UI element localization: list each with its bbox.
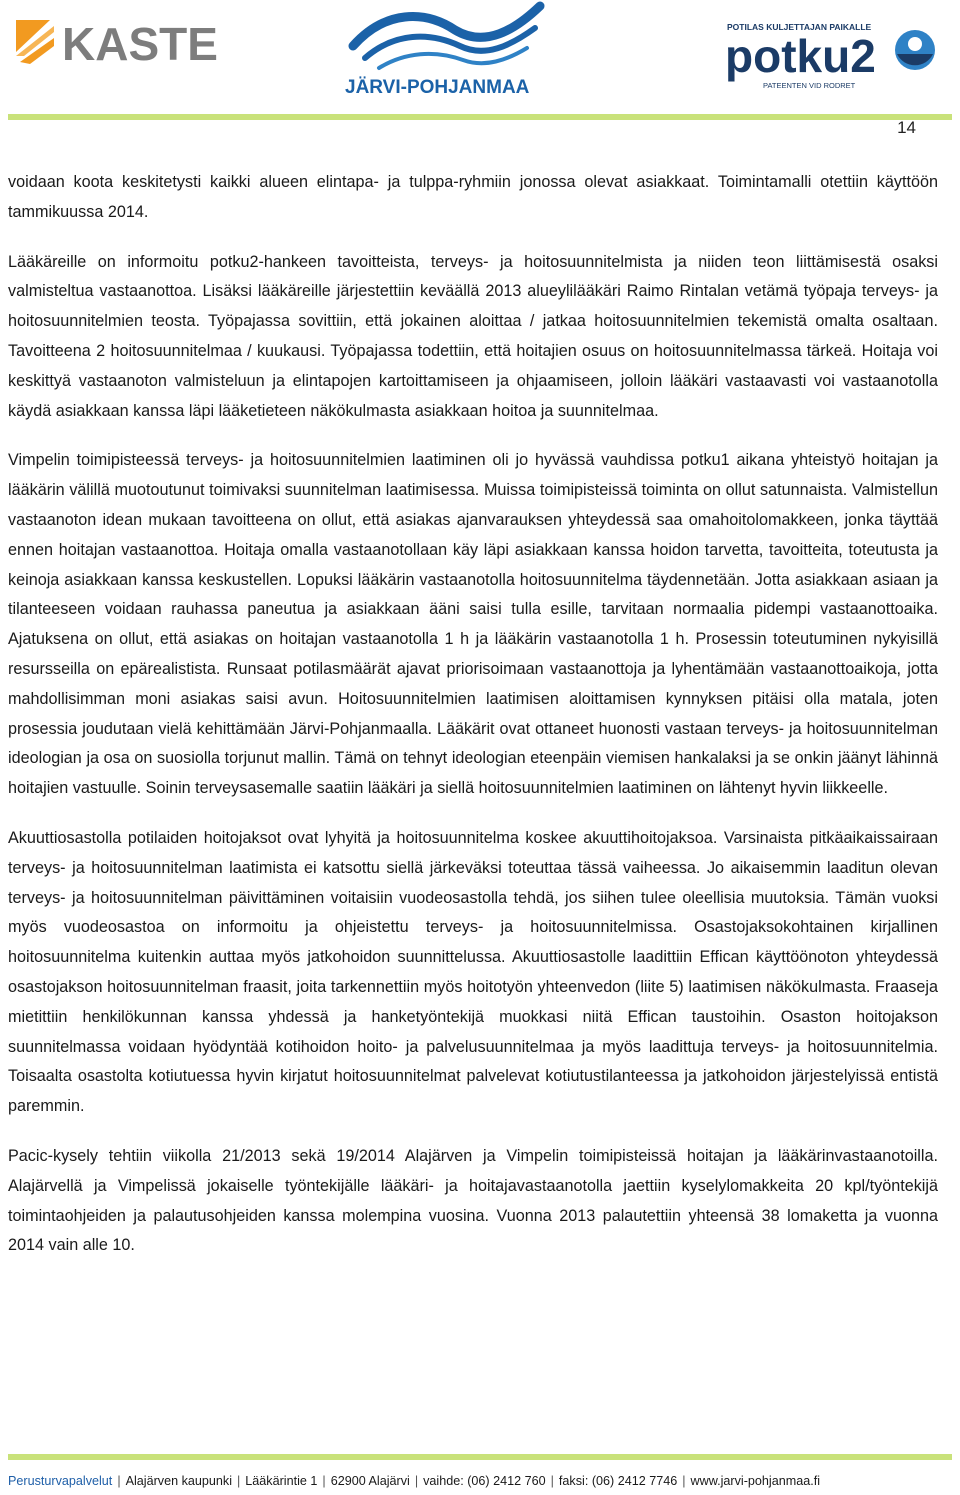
potku2-wordmark: potku2 bbox=[725, 30, 876, 82]
wave-icon bbox=[353, 6, 540, 68]
page-footer bbox=[8, 1474, 952, 1488]
footer-org: Perusturvapalvelut bbox=[8, 1474, 113, 1488]
paragraph: Pacic-kysely tehtiin viikolla 21/2013 sekä 19/2014 Alajärven ja Vimpelin toimipisteissä hoitajan ja lääkärinvastaanotoilla. Alajärvellä ja Vimpelissä jokaiselle työntekijälle lääkäri- ja hoitajavastaanotolla jaettiin kyselylomakkeita 20 kpl/työntekijä toimintaohjeiden ja palautusohjeiden kanssa molempina vuosina. Vuonna 2013 palautettiin yhteensä 38 lomaketta ja vuonna 2014 vain alle 10. bbox=[8, 1146, 938, 1255]
footer-separator: | bbox=[237, 1474, 241, 1488]
header-rule bbox=[8, 114, 952, 120]
potku2-logo bbox=[725, 20, 940, 95]
page-header bbox=[0, 0, 960, 110]
kaste-logo-mark-icon bbox=[16, 20, 54, 64]
document-body bbox=[8, 168, 938, 1281]
footer-website-link[interactable]: www.jarvi-pohjanmaa.fi bbox=[690, 1474, 821, 1488]
footer-item: faksi: (06) 2412 7746 bbox=[558, 1474, 678, 1488]
potku2-tagline-bottom: PATEENTEN VID RODRET bbox=[763, 81, 856, 90]
footer-separator: | bbox=[117, 1474, 121, 1488]
footer-item: vaihde: (06) 2412 760 bbox=[423, 1474, 546, 1488]
footer-separator: | bbox=[414, 1474, 419, 1488]
footer-item: Lääkärintie 1 bbox=[245, 1474, 318, 1488]
footer-item: Alajärven kaupunki bbox=[125, 1474, 233, 1488]
circle-mark-icon bbox=[895, 30, 935, 70]
kaste-logo bbox=[10, 12, 250, 74]
jarvi-pohjanmaa-text: JÄRVI-POHJANMAA bbox=[345, 77, 530, 98]
kaste-logo-text: KASTE bbox=[62, 18, 218, 70]
paragraph: Vimpelin toimipisteessä terveys- ja hoitosuunnitelmien laatiminen oli jo hyvässä vauhdissa potku1 aikana yhteistyö hoitajan ja lääkärin välillä muotoutunut toimivaksi suunnitelman laatimisessa. Muissa toimipisteissä toiminta on ollut satunnaista. Valmistellun vastaanoton idean mukaan tavoitteena on ollut, että asiakas ajanvarauksen yhteydessä saa omahoitolomakkeen, jonka täyttää ennen hoitajan vastaanottoa. Hoitaja omalla vastaanotollaan käy läpi asiakkaan kanssa hoidon tarvetta, tavoitteita, toteutusta ja keinoja asiakkaan kanssa keskustellen. Lopuksi lääkärin vastaanotolla hoitosuunnitelma täydennetään. Jotta asiakkaan asiaan ja tilanteeseen voidaan rauhassa paneutua ja asiakkaan ääni saisi tulla esille, tarvitaan normaalia pidempi vastaanottoaika. Ajatuksena on ollut, että asiakas on hoitajan vastaanotolla 1 h ja lääkärin vastaanotolla 1 h. Prosessin toteutuminen nykyisillä resursseilla on epärealistista. Runsaat potilasmäärät ajavat priorisoimaan vastaanottoja ja lyhentämään vastaanottoaikoja, jotta mahdollisimman moni asiakas saisi avun. Hoitosuunnitelmien laatimisen aloittamisen kynnyksen pitäisi olla matala, joten prosessia joudutaan vielä kehittämään Järvi-Pohjanmaalla. Lääkärit ovat ottaneet huonosti vastaan terveys- ja hoitosuunnitelman ideologian ja osa on suosiolla torjunut mallin. Tämä on tehnyt ideologian eteenpäin viemisen hankalaksi ja se onkin jäänyt lähinnä hoitajien vastuulle. Soinin terveysasemalle saatiin lääkäri ja siellä hoitosuunnitelmien laatiminen on lähtenyt hyvin liikkeelle. bbox=[8, 451, 938, 798]
footer-separator: | bbox=[550, 1474, 554, 1488]
paragraph: Akuuttiosastolla potilaiden hoitojaksot ovat lyhyitä ja hoitosuunnitelma koskee akuuttihoitojaksoa. Varsinaista pitkäaikaissairaan terveys- ja hoitosuunnitelman laatimista ei katsottu siellä järkeväksi toteuttaa tässä vaiheessa. Jo aikaisemmin laaditun olevan terveys- ja hoitosuunnitelman päivittäminen voitaisiin vuodeosastolla tehdä, jos siihen tulee oleellisia muutoksia. Tämän vuoksi myös vuodeosastoa on informoitu ja ohjeistettu terveys- ja hoitosuunnitelmissa. Osastojaksokohtainen kirjallinen hoitosuunnitelma kuitenkin auttaa myös jatkohoidon suunnittelussa. Akuuttiosastolle laadittiin Effican käyttöönoton yhteydessä osastojakson hoitosuunnitelman fraasit, joita tarkennettiin myös hoitotyön yhteenvedon (liite 5) laatimisen näkökulmasta. Fraaseja mietittiin henkilökunnan kanssa yhdessä ja hanketyöntekijä muokkasi niitä Effican taustoihin. Osaston hoitojakson suunnitelmassa voidaan hyödyntää kotihoidon hoito- ja palvelusuunnitelmaa ja myös laadittuja terveys- ja hoitosuunnitelmia. Toisaalta osastolta kotiutuessa hyvin kirjatut hoitosuunnitelmat palvelevat kotiutustilanteessa ja jatkohoidon järjestelyissä entistä paremmin. bbox=[8, 828, 938, 1116]
paragraph: Lääkäreille on informoitu potku2-hankeen tavoitteista, terveys- ja hoitosuunnitelmista ja niiden teon liittämisestä osaksi valmisteltua vastaanottoa. Lisäksi lääkäreille järjestettiin keväällä 2013 alueylilääkäri Raimo Rintalan vetämä työpaja terveys- ja hoitosuunnitelmien teosta. Työpajassa sovittiin, että jokainen aloittaa / jatkaa hoitosuunnitelmien tekemistä omalta osaltaan. Tavoitteena 2 hoitosuunnitelmaa / kuukausi. Työpajassa todettiin, että hoitajien osuus on hoitosuunnitelmassa tärkeä. Hoitaja voi keskittyä vastaanoton valmisteluun ja elintapojen kartoittamiseen ja ohjaamiseen, jolloin lääkäri vastaavasti voi vastaanotolla käydä asiakkaan kanssa läpi lääketieteen näkökulmasta asiakkaan hoitoa ja suunnitelmaa. bbox=[8, 252, 938, 420]
footer-separator: | bbox=[682, 1474, 686, 1488]
jarvi-pohjanmaa-logo bbox=[335, 0, 550, 100]
footer-item: 62900 Alajärvi bbox=[330, 1474, 410, 1488]
paragraph: voidaan koota keskitetysti kaikki alueen elintapa- ja tulppa-ryhmiin jonossa olevat asiakkaat. Toimintamalli otettiin käyttöön tammikuussa 2014. bbox=[8, 173, 938, 221]
footer-rule bbox=[8, 1454, 952, 1460]
page-number: 14 bbox=[897, 118, 916, 137]
footer-separator: | bbox=[322, 1474, 326, 1488]
potku2-tagline-top: POTILAS KULJETTAJAN PAIKALLE bbox=[727, 22, 872, 32]
